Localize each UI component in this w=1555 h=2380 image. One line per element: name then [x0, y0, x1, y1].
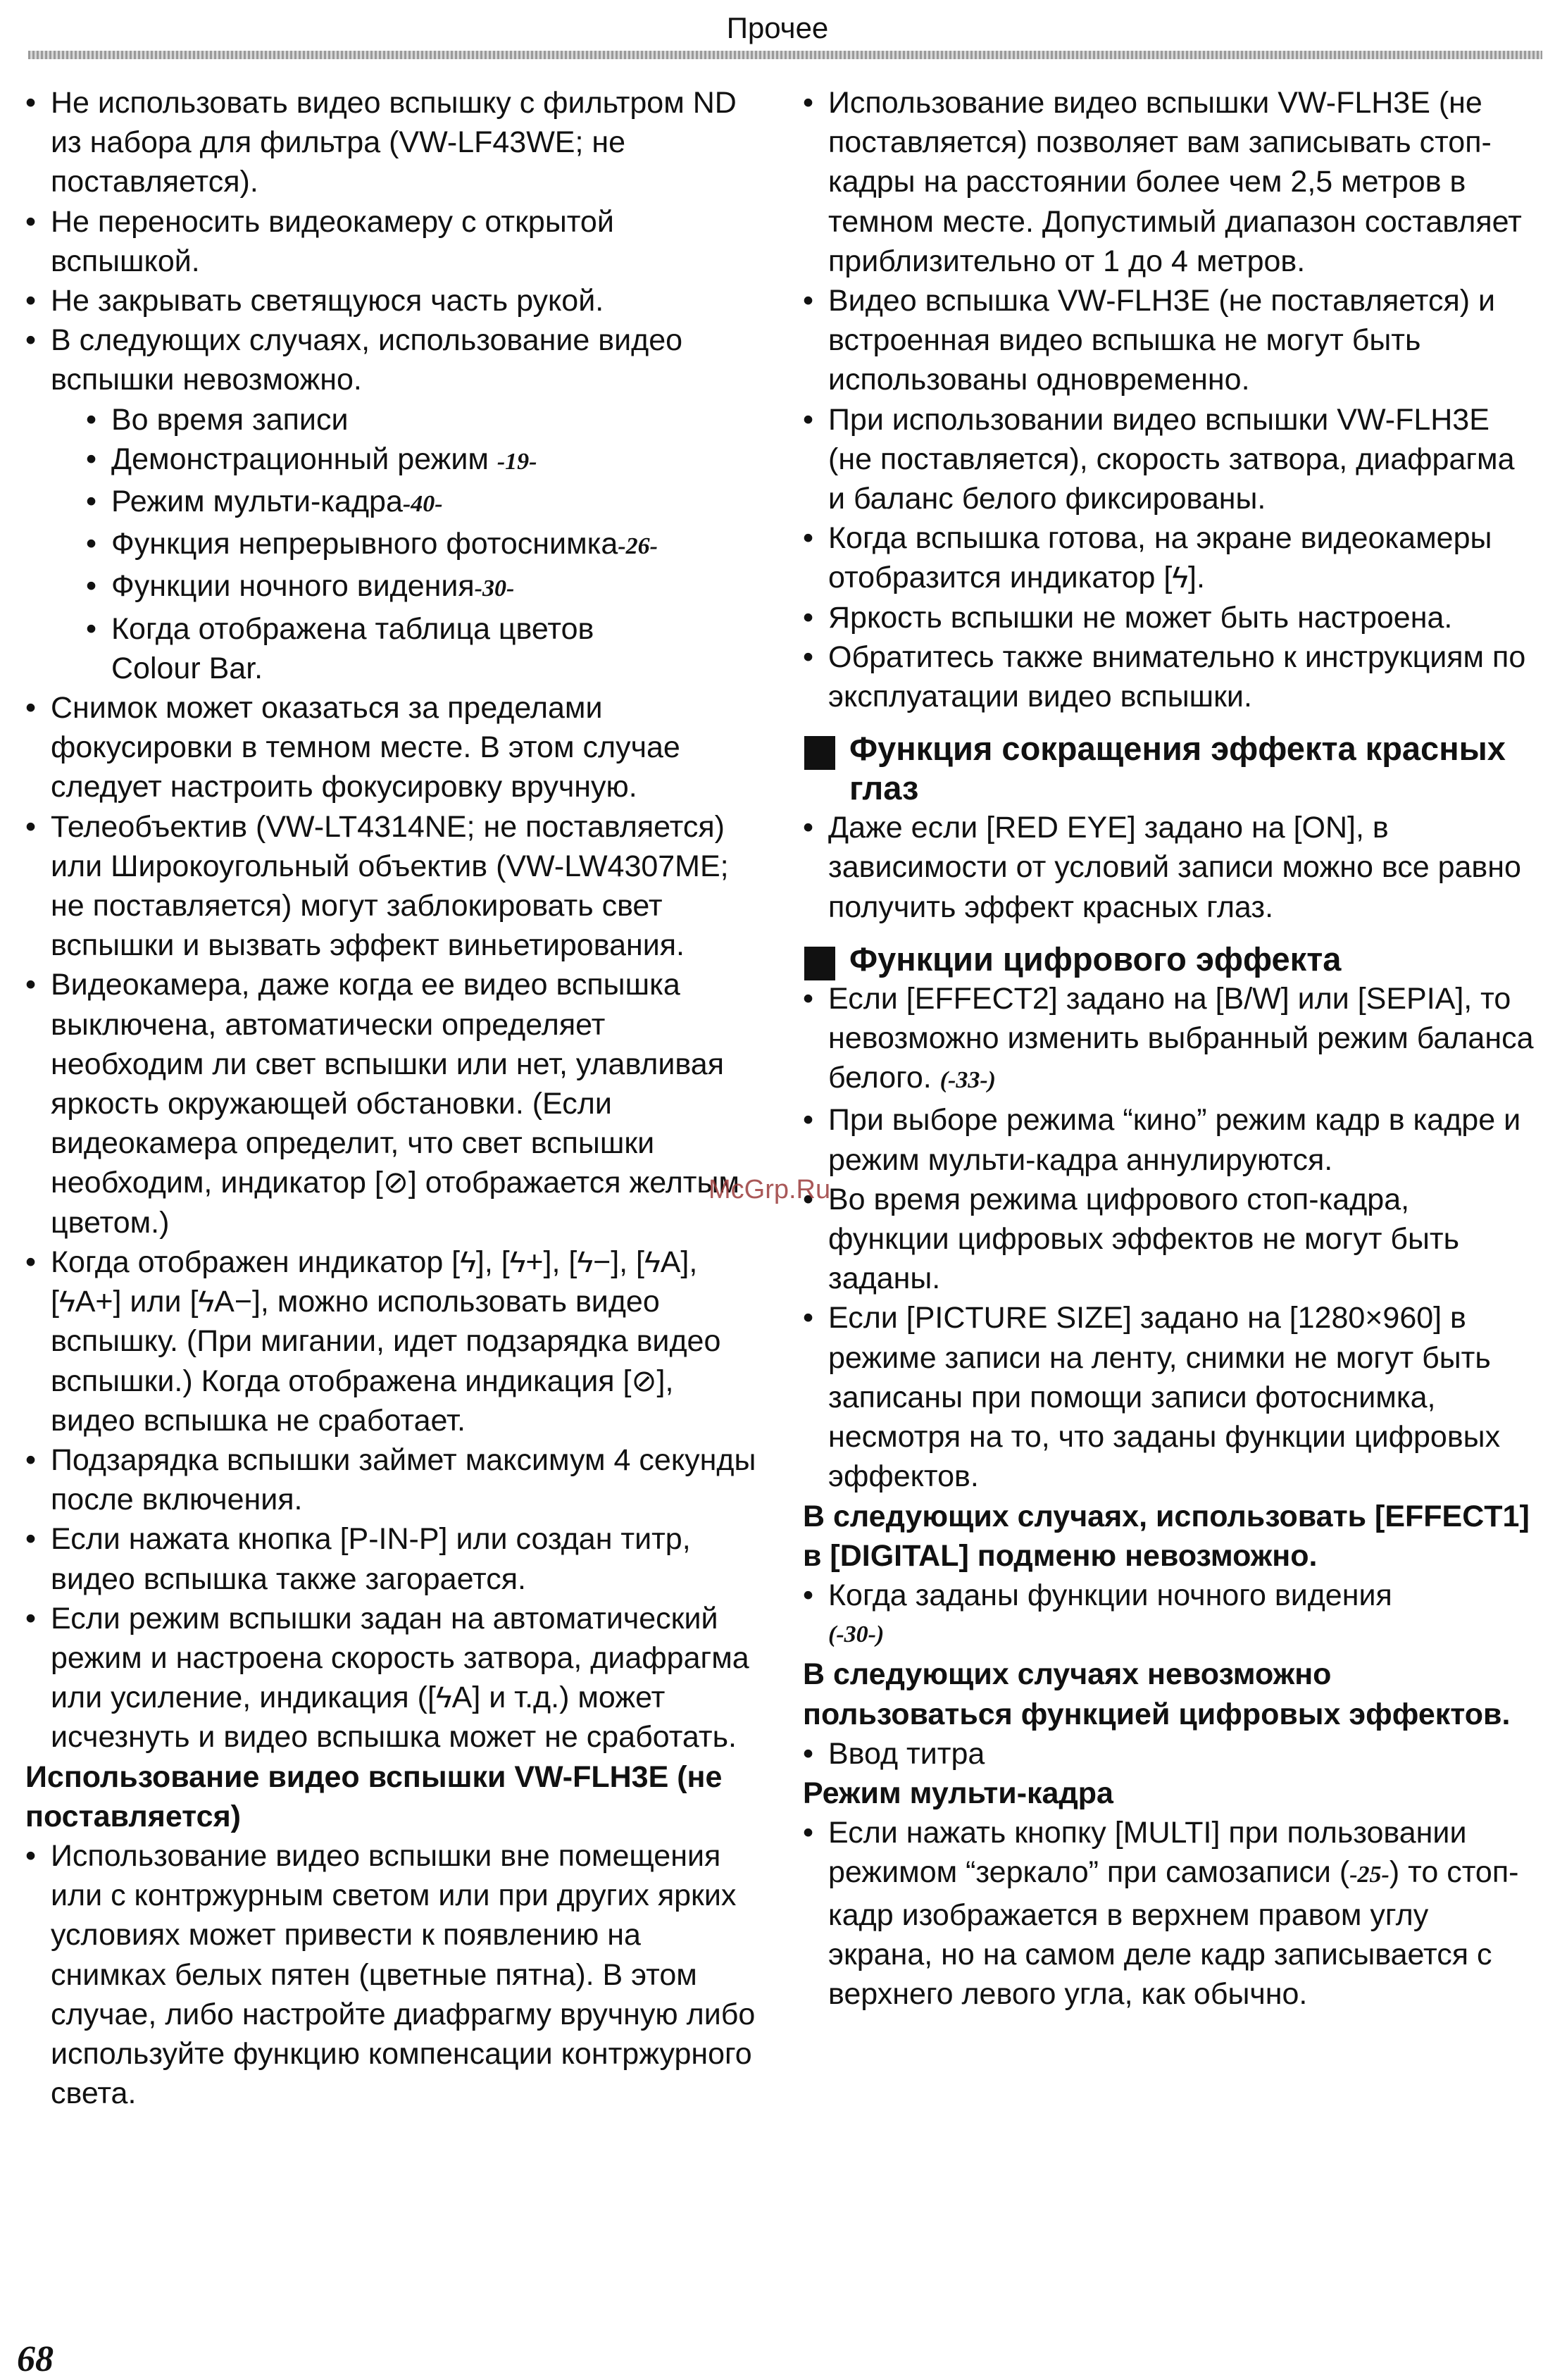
list-item: • Ввод титра	[803, 1734, 1535, 1774]
sub-item: • Функция непрерывного фотоснимка-26-	[25, 524, 758, 566]
list-item: • Использование видео вспышки вне помещения или с контржурным светом или при других ярких условиях может привести к появлению на снимках белых пятен (цветные пятна). В этом случае, либо настройте диафрагму вручную либо используйте функцию компенсации контржурного света.	[25, 1836, 758, 2113]
list-item: • Когда заданы функции ночного видения	[803, 1576, 1535, 1615]
subheading-multi-frame: Режим мульти-кадра	[803, 1776, 1113, 1810]
sub-item: • Функции ночного видения-30-	[25, 566, 758, 609]
sub-item: • Когда отображена таблица цветов	[25, 609, 758, 649]
list-item: • Не использовать видео вспышку с фильтром ND из набора для фильтра (VW-LF43WE; не поставляется).	[25, 83, 758, 202]
list-item: • Если нажата кнопка [P-IN-P] или создан титр, видео вспышка также загорается.	[25, 1519, 758, 1598]
sub-item: • Демонстрационный режим -19-	[25, 440, 758, 482]
sub-item: • Режим мульти-кадра-40-	[25, 482, 758, 524]
page-ref: (-33-)	[939, 1067, 996, 1094]
flash-off-icon: ⊘	[631, 1364, 657, 1398]
watermark: McGrp.Ru	[708, 1175, 831, 1204]
page-ref: -30-	[474, 575, 515, 602]
list-item: • Если режим вспышки задан на автоматический режим и настроена скорость затвора, диафрагма или усиление, индикация ([ϟA] и т.д.) может исчезнуть и видео вспышка может не сработать.	[25, 1599, 758, 1757]
list-item: • Телеобъектив (VW-LT4314NE; не поставляется) или Широкоугольный объектив (VW-LW4307ME; не поставляется) могут заблокировать свет вспышки и вызвать эффект виньетирования.	[25, 807, 758, 966]
list-item: • Если [EFFECT2] задано на [B/W] или [SEPIA], то невозможно изменить выбранный режим баланса белого. (-33-)	[803, 979, 1535, 1101]
list-item: • Яркость вспышки не может быть настроена.	[803, 598, 1535, 637]
list-item: • Если нажать кнопку [MULTI] при пользовании режимом “зеркало” при самозаписи (-25-) то стоп-кадр изображается в верхнем правом углу экрана, но на самом деле кадр записывается с верхнего левого угла, как обычно.	[803, 1813, 1535, 2014]
page-ref: -19-	[497, 448, 537, 475]
left-column	[25, 83, 758, 2113]
list-item: • Не переносить видеокамеру с открытой вспышкой.	[25, 202, 758, 281]
list-item: • Даже если [RED EYE] задано на [ON], в зависимости от условий записи можно все равно получить эффект красных глаз.	[803, 808, 1535, 927]
page-number: 68	[17, 2339, 54, 2379]
flash-off-icon: ⊘	[382, 1166, 408, 1200]
page-ref: (-30-)	[828, 1621, 885, 1648]
header-rule	[28, 51, 1542, 59]
list-item: • Если [PICTURE SIZE] задано на [1280×960] в режиме записи на ленту, снимки не могут быть записаны при помощи записи фотоснимка, несмотря на то, что заданы функции цифровых эффектов.	[803, 1298, 1535, 1496]
page-ref: -40-	[402, 491, 443, 518]
list-item: • Не закрывать светящуюся часть рукой.	[25, 281, 758, 320]
list-item: • При выборе режима “кино” режим кадр в кадре и режим мульти-кадра аннулируются.	[803, 1100, 1535, 1179]
list-item: • Обратитесь также внимательно к инструкциям по эксплуатации видео вспышки.	[803, 637, 1535, 716]
list-item: • Использование видео вспышки VW-FLH3E (не поставляется) позволяет вам записывать стоп-кадры на расстоянии более чем 2,5 метров в темном месте. Допустимый диапазон составляет приблизительно от 1 до 4 метров.	[803, 83, 1535, 281]
sub-item-continuation: Colour Bar.	[111, 651, 263, 685]
right-column	[803, 83, 1535, 2014]
list-item: • Подзарядка вспышки займет максимум 4 секунды после включения.	[25, 1440, 758, 1519]
list-item: • Во время режима цифрового стоп-кадра, функции цифровых эффектов не могут быть заданы.	[803, 1180, 1535, 1299]
page-header-title: Прочее	[726, 11, 829, 44]
list-item: • Видео вспышка VW-FLH3E (не поставляется) и встроенная видео вспышка не могут быть использованы одновременно.	[803, 281, 1535, 400]
section-heading: Использование видео вспышки VW-FLH3E (не поставляется)	[25, 1759, 723, 1833]
list-item: • При использовании видео вспышки VW-FLH3E (не поставляется), скорость затвора, диафрагма и баланс белого фиксированы.	[803, 400, 1535, 519]
section-heading-digital-effect: Функции цифрового эффекта	[803, 940, 1535, 979]
list-item: • В следующих случаях, использование видео вспышки невозможно.	[25, 320, 758, 399]
list-item: • Снимок может оказаться за пределами фокусировки в темном месте. В этом случае следует настроить фокусировку вручную.	[25, 688, 758, 807]
page-ref: -26-	[618, 533, 658, 560]
section-heading-red-eye: Функция сокращения эффекта красных глаз	[803, 729, 1535, 808]
sub-item: • Во время записи	[25, 400, 758, 440]
list-item: • Когда вспышка готова, на экране видеокамеры отобразится индикатор [ϟ].	[803, 518, 1535, 597]
bold-note: В следующих случаях невозможно пользоваться функцией цифровых эффектов.	[803, 1657, 1511, 1731]
list-item: • Когда отображен индикатор [ϟ], [ϟ+], [ϟ−], [ϟA], [ϟA+] или [ϟA−], можно использовать видео вспышку. (При мигании, идет подзарядка видео вспышки.) Когда отображена индикация [⊘], видео вспышка не сработает.	[25, 1242, 758, 1440]
page-ref: -25-	[1349, 1862, 1389, 1888]
bold-note: В следующих случаях, использовать [EFFECT1] в [DIGITAL] подменю невозможно.	[803, 1499, 1530, 1573]
list-item: • Видеокамера, даже когда ее видео вспышка выключена, автоматически определяет необходим ли свет вспышки или нет, улавливая яркость окружающей обстановки. (Если видеокамера определит, что свет вспышки необходим, индикатор [⊘] отображается желтым цветом.)	[25, 965, 758, 1242]
